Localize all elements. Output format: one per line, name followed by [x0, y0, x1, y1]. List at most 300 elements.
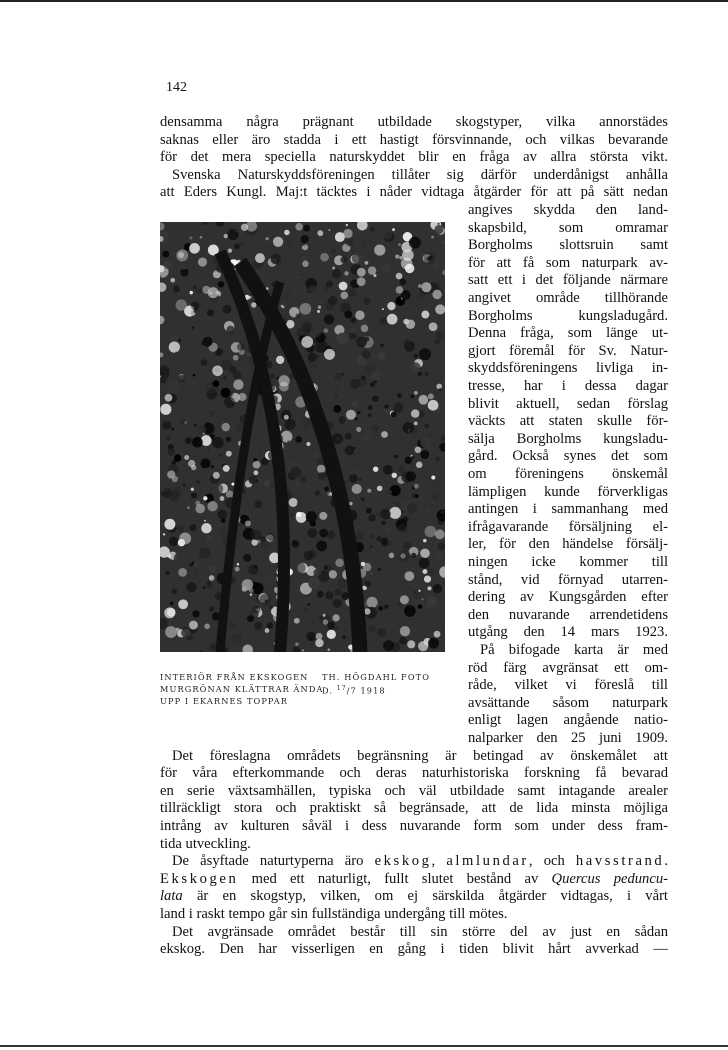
photo-texture-mark: [169, 537, 178, 546]
photo-texture-mark: [212, 483, 223, 494]
photo-texture-mark: [401, 258, 413, 270]
photo-texture-mark: [235, 567, 240, 572]
photo-texture-mark: [259, 594, 271, 606]
photo-texture-mark: [251, 539, 257, 545]
photo-texture-mark: [381, 431, 388, 438]
photo-texture-mark: [193, 285, 197, 289]
photo-texture-mark: [345, 445, 355, 455]
photo-texture-mark: [165, 626, 177, 638]
photo-texture-mark: [414, 354, 418, 358]
photo-texture-mark: [383, 465, 393, 475]
photo-texture-mark: [361, 325, 369, 333]
photo-texture-mark: [418, 590, 420, 592]
photo-texture-mark: [297, 501, 303, 507]
photo-texture-mark: [183, 484, 186, 487]
photo-texture-mark: [352, 484, 362, 494]
text-segment: skapsbild, som omramar: [468, 219, 668, 236]
photo-texture-mark: [206, 423, 209, 426]
photo-texture-mark: [313, 238, 322, 247]
text-line: [468, 236, 668, 254]
photo-texture-mark: [368, 413, 372, 417]
photo-texture-mark: [332, 269, 341, 278]
photo-texture-mark: [302, 649, 304, 651]
photo-texture-mark: [364, 581, 371, 588]
photo-texture-mark: [187, 507, 189, 509]
photo-texture-mark: [413, 590, 416, 593]
photo-texture-mark: [361, 562, 365, 566]
photo-texture-mark: [392, 473, 397, 478]
photo-texture-mark: [228, 249, 232, 253]
photo-texture-mark: [296, 512, 301, 517]
photo-texture-mark: [401, 543, 403, 545]
photo-texture-mark: [233, 379, 243, 389]
photo-texture-mark: [419, 348, 431, 360]
text-line: [468, 271, 668, 289]
text-segment: ,: [431, 853, 447, 870]
photo-texture-mark: [431, 236, 434, 239]
photo-texture-mark: [229, 393, 233, 397]
photo-texture-mark: [323, 285, 329, 291]
photo-texture-mark: [392, 228, 395, 231]
photo-texture-mark: [367, 405, 372, 410]
photo-texture-mark: [431, 475, 435, 479]
photo-texture-mark: [411, 553, 416, 558]
photo-texture-mark: [427, 586, 431, 590]
photo-caption: [160, 671, 324, 707]
photo-texture-mark: [241, 224, 248, 231]
photo-texture-mark: [438, 223, 440, 225]
text-segment: ningen icke kommer till: [468, 554, 668, 570]
photo-texture-mark: [276, 356, 284, 364]
photo-texture-mark: [411, 409, 420, 418]
photo-texture-mark: [320, 341, 327, 348]
photo-texture-mark: [254, 500, 262, 508]
photo-texture-mark: [212, 365, 223, 376]
photo-texture-mark: [346, 224, 348, 226]
photo-texture-mark: [193, 374, 196, 377]
photo-texture-mark: [359, 478, 362, 481]
photo-texture-mark: [335, 627, 338, 630]
photo-texture-mark: [184, 455, 189, 460]
photo-texture-mark: [190, 291, 193, 294]
text-segment: om föreningens önskemål: [468, 466, 668, 482]
photo-texture-mark: [323, 614, 326, 617]
photo-texture-mark: [429, 322, 438, 331]
text-line: [468, 412, 668, 430]
photo-texture-mark: [200, 236, 203, 239]
text-line: [468, 219, 668, 237]
photo-texture-mark: [418, 604, 423, 609]
photo-texture-mark: [221, 388, 231, 398]
photo-texture-mark: [436, 552, 443, 559]
text-line: [160, 764, 668, 782]
text-segment: , och: [528, 853, 576, 870]
photo-texture-mark: [317, 355, 319, 357]
photo-texture-mark: [335, 559, 343, 567]
photo-texture-mark: [194, 480, 204, 490]
photo-texture-mark: [395, 501, 400, 506]
photo-texture-mark: [253, 461, 261, 469]
italic-text: lata: [160, 888, 183, 905]
photo-texture-mark: [287, 441, 290, 444]
text-segment: satt ett i det följande närmare: [468, 272, 668, 289]
text-line: [160, 113, 668, 131]
photo-texture-mark: [411, 455, 415, 459]
photo-texture-mark: [337, 333, 349, 345]
text-segment: Borgholms slottsruin samt: [468, 237, 668, 254]
photo-texture-mark: [178, 375, 186, 383]
photo-texture-mark: [163, 261, 171, 269]
photo-texture-mark: [303, 607, 308, 612]
photo-texture-mark: [192, 562, 194, 564]
photo-texture-mark: [424, 372, 428, 376]
photo-texture-mark: [318, 306, 321, 309]
photo-texture-mark: [319, 529, 328, 538]
text-segment: Det avgränsade området består till sin större del av just en sådan: [172, 923, 668, 940]
photo-texture-mark: [317, 230, 323, 236]
photo-texture-mark: [202, 342, 205, 345]
text-segment: nalparker den 25 juni 1909.: [468, 730, 668, 746]
photo-texture-mark: [378, 568, 381, 571]
photo-texture-mark: [382, 540, 388, 546]
photo-texture-mark: [317, 310, 320, 313]
photo-texture-mark: [180, 418, 186, 424]
photo-texture-mark: [373, 274, 376, 277]
photo-texture-mark: [294, 618, 300, 624]
text-line: [172, 923, 668, 941]
photo-texture-mark: [324, 486, 329, 491]
photo-texture-mark: [435, 264, 439, 268]
photo-texture-mark: [248, 476, 257, 485]
photo-texture-mark: [306, 511, 317, 522]
photo-texture-mark: [396, 273, 403, 280]
photo-texture-mark: [303, 225, 310, 232]
text-segment: gjort föremål för Sv. Natur-: [468, 342, 668, 359]
photo-texture-mark: [190, 607, 193, 610]
photo-texture-mark: [313, 317, 315, 319]
text-line: [468, 518, 668, 536]
photo-texture-mark: [411, 493, 416, 498]
photo-texture-mark: [166, 276, 168, 278]
photo-texture-mark: [245, 520, 251, 526]
photo-texture-mark: [193, 455, 196, 458]
text-segment: sälja Borgholms kungsladu-: [468, 430, 668, 447]
photo-texture-mark: [368, 625, 376, 633]
photo-texture-mark: [167, 608, 176, 617]
text-segment: den nuvarande arrendetidens: [468, 606, 668, 623]
photo-texture-mark: [338, 416, 346, 424]
photo-texture-mark: [370, 382, 375, 387]
photo-texture-mark: [352, 401, 358, 407]
text-line: [468, 711, 668, 729]
photo-texture-mark: [391, 411, 397, 417]
photo-texture-mark: [263, 480, 270, 487]
photo-texture-mark: [360, 241, 367, 248]
photo-texture-mark: [180, 268, 188, 276]
photo-texture-mark: [254, 622, 262, 630]
photo-texture-mark: [307, 528, 317, 538]
photo-texture-mark: [350, 317, 356, 323]
photo-texture-mark: [328, 229, 330, 231]
photo-texture-mark: [369, 571, 373, 575]
photo-texture-mark: [186, 482, 193, 489]
photo-texture-mark: [418, 293, 425, 300]
photo-texture-mark: [377, 486, 383, 492]
caption-line: INTERIÖR FRÅN EKSKOGEN: [160, 672, 309, 682]
spaced-text: Ekskogen: [160, 870, 239, 887]
photo-texture-mark: [441, 240, 445, 244]
text-segment: antingen i sammanhang med: [468, 501, 668, 518]
photo-texture-mark: [301, 235, 309, 243]
text-segment: intrång av kulturen såväl i dess nuvarande form som under dess fram-: [160, 818, 668, 834]
photo-texture-mark: [374, 245, 385, 256]
photo-texture-mark: [192, 327, 194, 329]
text-segment: för att få som naturpark av-: [468, 254, 668, 271]
photo-texture-mark: [408, 587, 410, 589]
text-line: [468, 553, 668, 571]
photo-texture-mark: [395, 255, 399, 259]
text-segment: På bifogade karta är med: [480, 642, 668, 658]
photo-texture-mark: [316, 541, 327, 552]
photo-texture-mark: [242, 579, 253, 590]
photo-texture-mark: [418, 641, 428, 651]
scan-edge-bottom: [0, 1045, 728, 1047]
photo-texture-mark: [435, 529, 445, 539]
photo-texture-mark: [180, 349, 188, 357]
photo-texture-mark: [430, 490, 442, 502]
text-line: [468, 201, 668, 219]
photo-texture-mark: [237, 563, 239, 565]
photo-texture-mark: [194, 563, 198, 567]
photo-texture-mark: [302, 256, 307, 261]
photo-texture-mark: [200, 458, 210, 468]
photo-texture-mark: [198, 425, 206, 433]
text-line: [468, 676, 668, 694]
photo-texture-mark: [349, 289, 357, 297]
photo-texture-mark: [210, 411, 215, 416]
photo-texture-mark: [204, 623, 210, 629]
photo-texture-mark: [404, 605, 416, 617]
photo-texture-mark: [313, 564, 317, 568]
photo-texture-mark: [356, 337, 367, 348]
photo-texture-mark: [162, 251, 169, 258]
photo-texture-mark: [352, 475, 354, 477]
photo-texture-mark: [191, 492, 197, 498]
photo-texture-mark: [287, 241, 293, 247]
photo-texture-mark: [295, 223, 303, 231]
photo-texture-mark: [349, 502, 353, 506]
photo-texture-mark: [389, 553, 394, 558]
text-segment: saknas eller äro stadda i ett hastigt försvinnande, och vilkas bevarande: [160, 131, 668, 148]
photo-texture-mark: [186, 582, 196, 592]
text-line: [468, 254, 668, 272]
photo-texture-mark: [209, 575, 215, 581]
spaced-text: almlundar: [446, 853, 529, 870]
photo-texture-mark: [411, 395, 414, 398]
text-segment: tida utveckling.: [160, 835, 251, 852]
photo-texture-mark: [361, 350, 370, 359]
photo-texture-mark: [184, 474, 186, 476]
photo-texture-mark: [289, 498, 298, 507]
photo-texture-mark: [189, 236, 192, 239]
photo-texture-mark: [259, 414, 261, 416]
photo-texture-mark: [384, 605, 388, 609]
photo-texture-mark: [213, 472, 220, 479]
photo-texture-mark: [172, 460, 176, 464]
photo-texture-mark: [328, 296, 337, 305]
photo-texture-mark: [204, 520, 206, 522]
photo-texture-mark: [267, 533, 275, 541]
photo-texture-mark: [382, 308, 384, 310]
photo-texture-mark: [434, 225, 443, 234]
text-segment: gård. Också synes det som: [468, 448, 668, 465]
photo-texture-mark: [309, 285, 317, 293]
photo-texture-mark: [423, 539, 427, 543]
photo-texture-mark: [337, 438, 339, 440]
photo-texture-mark: [209, 606, 215, 612]
photo-texture-mark: [428, 400, 439, 411]
photo-texture-mark: [441, 624, 444, 627]
photo-texture-mark: [418, 395, 428, 405]
text-line: [172, 747, 668, 765]
photo-texture-mark: [383, 640, 394, 651]
photo-texture-mark: [439, 388, 442, 391]
photo-texture-mark: [223, 305, 232, 314]
text-segment: Det föreslagna områdets begränsning är betingad av önskemålet att: [172, 747, 668, 764]
photo-texture-mark: [170, 278, 175, 283]
text-line: [468, 307, 668, 325]
photo-texture-mark: [254, 470, 259, 475]
photo-texture-mark: [253, 606, 261, 614]
photo-texture-mark: [418, 372, 422, 376]
photo-texture-mark: [197, 288, 203, 294]
text-line: [160, 940, 668, 958]
photo-texture-mark: [302, 261, 308, 267]
text-line: [468, 694, 668, 712]
photo-texture-mark: [415, 446, 422, 453]
photo-texture-mark: [208, 565, 216, 573]
photo-texture-mark: [273, 237, 283, 247]
photo-texture-mark: [420, 437, 430, 447]
text-line: [468, 447, 668, 465]
photo-texture-mark: [202, 286, 210, 294]
photo-texture-mark: [323, 619, 329, 625]
photo-texture-mark: [301, 273, 303, 275]
text-line: [468, 342, 668, 360]
photo-texture-mark: [224, 397, 235, 408]
photo-texture-mark: [363, 297, 370, 304]
photo-texture-mark: [380, 317, 387, 324]
photo-texture-mark: [243, 554, 251, 562]
photo-texture-mark: [301, 336, 313, 348]
photo-texture-mark: [178, 252, 184, 258]
photo-texture-mark: [194, 424, 197, 427]
text-segment: land i raskt tempo går sin fullständiga undergång till mötes.: [160, 906, 508, 922]
photo-texture-mark: [377, 628, 386, 637]
text-line: [160, 799, 668, 817]
photo-texture-mark: [248, 487, 250, 489]
photo-texture-mark: [191, 301, 200, 310]
photo-texture-mark: [231, 483, 234, 486]
text-line: [468, 500, 668, 518]
photo-texture-mark: [264, 578, 270, 584]
text-line: [468, 324, 668, 342]
photo-texture-mark: [404, 571, 414, 581]
text-segment: densamma några prägnant utbildade skogstyper, vilka annorstädes: [160, 114, 668, 130]
text-line: [468, 623, 668, 641]
photo-texture-mark: [357, 268, 366, 277]
photo-texture-mark: [266, 237, 269, 240]
photo-texture-mark: [371, 534, 375, 538]
photo-texture-mark: [270, 484, 273, 487]
photo-texture-mark: [284, 415, 289, 420]
photo-texture-mark: [295, 313, 301, 319]
photo-texture-mark: [250, 593, 252, 595]
photo-texture-mark: [229, 606, 232, 609]
photo-texture-mark: [281, 305, 284, 308]
photo-texture-mark: [207, 501, 217, 511]
text-segment: skyddsföreningens livliga in-: [468, 360, 668, 377]
photo-texture-mark: [295, 642, 298, 645]
photo-texture-mark: [226, 451, 232, 457]
text-segment: en serie växtsamhällen, typiska och väl utbildade samt intagande arealer: [160, 782, 668, 799]
photo-texture-mark: [414, 484, 419, 489]
photo-texture-mark: [433, 584, 442, 593]
photo-texture-mark: [382, 264, 390, 272]
photo-texture-mark: [335, 355, 338, 358]
text-line: [160, 131, 668, 149]
photo-texture-mark: [211, 465, 214, 468]
photo-texture-mark: [203, 496, 207, 500]
photo-texture-mark: [165, 394, 173, 402]
text-segment: röd färg avgränsat ett om-: [468, 659, 668, 676]
photo-texture-mark: [425, 415, 428, 418]
photo-texture-mark: [356, 531, 364, 539]
photo-texture-mark: [387, 302, 395, 310]
text-line: [160, 905, 668, 923]
photo-texture-mark: [414, 391, 418, 395]
date-prefix: D.: [322, 685, 334, 696]
text-segment: Svenska Naturskyddsföreningen tillåter sig därför underdånigst anhålla: [172, 166, 668, 183]
photo-texture-mark: [218, 510, 228, 520]
photo-texture-mark: [327, 630, 336, 639]
photo-texture-mark: [168, 490, 179, 501]
spaced-text: ekskog: [374, 853, 432, 870]
photo-texture-mark: [276, 377, 279, 380]
photo-texture-mark: [425, 509, 430, 514]
text-segment: De åsyftade naturtyperna äro: [172, 853, 375, 870]
photo-texture-mark: [394, 403, 404, 413]
photo-texture-mark: [193, 345, 198, 350]
photo-texture-mark: [169, 342, 180, 353]
photo-texture-mark: [166, 436, 171, 441]
photo-texture-mark: [179, 533, 191, 545]
photo-texture-mark: [308, 353, 317, 362]
photo-texture-mark: [400, 626, 410, 636]
photo-texture-mark: [409, 618, 419, 628]
photo-texture-mark: [201, 359, 208, 366]
photo-texture-mark: [387, 529, 390, 532]
photo-texture-mark: [258, 451, 261, 454]
photo-texture-mark: [170, 602, 173, 605]
photo-texture-mark: [224, 234, 228, 238]
photo-texture-mark: [346, 410, 356, 420]
photo-texture-mark: [172, 476, 178, 482]
caption-line: UPP I EKARNES TOPPAR: [160, 696, 289, 706]
text-segment: enligt lagen angående natio-: [468, 712, 668, 729]
photo-texture-mark: [425, 603, 430, 608]
text-line: [468, 430, 668, 448]
